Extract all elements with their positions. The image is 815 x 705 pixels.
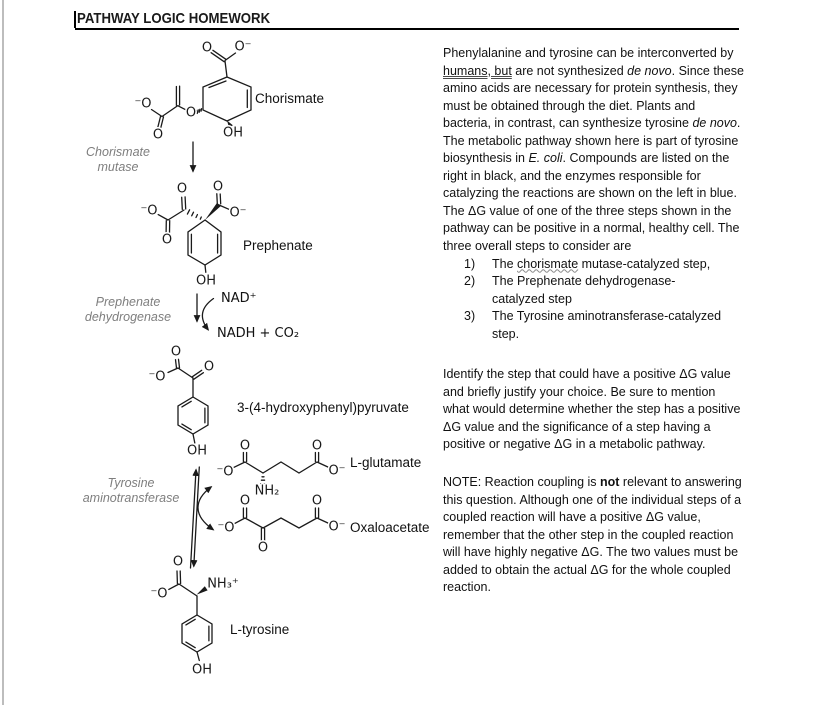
- atom-label: O: [203, 359, 215, 375]
- atom-label: O⁻: [328, 519, 346, 535]
- atom-label: NH₃⁺: [207, 576, 239, 592]
- list-number: 3): [464, 309, 476, 324]
- enzyme-name-line: dehydrogenase: [84, 309, 172, 324]
- enzyme-label-chorismate-mutase: [53, 145, 183, 174]
- list-item: [443, 308, 744, 343]
- list-number: 2): [464, 274, 476, 289]
- intro-text: . Compounds are listed on the right in black, and the enzymes responsible for catalyzing the reactions are shown on the left in blue. The ΔG value of one of the three steps shown in the pathway can be positive in a normal, healthy cell. The three overall steps to consider are: [443, 151, 740, 254]
- compound-label-oxaloacetate: Oxaloacetate: [350, 520, 430, 535]
- list-text: The Prephenate dehydrogenase-: [492, 274, 676, 289]
- atom-label: ⁻O: [150, 586, 168, 602]
- atom-label: NH₂: [254, 483, 280, 499]
- atom-label: O⁻: [328, 463, 346, 479]
- intro-text: are not synthesized: [511, 63, 628, 78]
- atom-label: O: [311, 493, 323, 509]
- atom-label: OH: [191, 662, 213, 678]
- atom-label: O: [239, 493, 251, 509]
- steps-list: [443, 256, 744, 344]
- enzyme-name-line: mutase: [97, 159, 139, 174]
- atom-label: O: [212, 179, 224, 195]
- list-number: 1): [464, 256, 476, 271]
- bold-term: not: [600, 475, 620, 490]
- atom-label: OH: [195, 273, 217, 289]
- list-item: [443, 256, 744, 274]
- compound-label-hydroxyphenylpyruvate: 3-(4-hydroxyphenyl)pyruvate: [237, 400, 409, 415]
- cofactor-nad-plus: NAD⁺: [221, 291, 257, 306]
- atom-label: ⁻O: [140, 203, 158, 219]
- list-item-text: [492, 308, 744, 343]
- list-text: The: [492, 256, 518, 271]
- atom-label: O: [172, 554, 184, 570]
- atom-labels: [134, 40, 345, 678]
- list-text: The Tyrosine aminotransferase-catalyzed: [492, 309, 722, 324]
- enzyme-name-line: Prephenate: [95, 295, 161, 309]
- hydroxyphenylpyruvate-structure: [168, 359, 208, 443]
- cofactor-nadh-co2: NADH + CO₂: [217, 326, 300, 341]
- oxaloacetate-structure: [235, 508, 329, 541]
- italic-term: de novo: [692, 116, 737, 131]
- compound-label-prephenate: Prephenate: [243, 238, 313, 253]
- chorismate-structure: [152, 50, 252, 129]
- enzyme-label-prephenate-dehydrogenase: [53, 295, 203, 324]
- enzyme-name-line: aminotransferase: [82, 490, 180, 505]
- tyrosine-structure: [169, 571, 212, 661]
- list-item: [443, 273, 744, 308]
- assignment-text: [443, 45, 744, 597]
- list-text: mutase-catalyzed step,: [578, 256, 711, 271]
- atom-label: O: [170, 344, 182, 360]
- question-paragraph: [443, 366, 744, 454]
- note-paragraph: [443, 474, 744, 597]
- atom-label: OH: [186, 443, 208, 459]
- intro-text: Phenylalanine and tyrosine can be interconverted by: [443, 46, 734, 60]
- note-text: NOTE: Reaction coupling is: [443, 475, 601, 490]
- atom-label: O: [152, 127, 164, 143]
- compound-label-tyrosine: L-tyrosine: [230, 622, 290, 637]
- atom-label: O: [201, 40, 213, 56]
- atom-label: ⁻O: [148, 369, 166, 385]
- atom-label: OH: [222, 125, 244, 141]
- atom-label: O: [185, 105, 197, 121]
- intro-text: . Since these amino acids are necessary for protein synthesis, they must be obtained through the diet. Plants and bacteria, in contrast, can synthesize tyrosine: [443, 63, 744, 131]
- intro-text: . The metabolic pathway shown here is part of tyrosine biosynthesis in: [443, 116, 741, 166]
- enzyme-name-line: Chorismate: [86, 145, 150, 159]
- atom-label: O: [176, 181, 188, 197]
- list-text: catalyzed step: [492, 291, 572, 306]
- page-title: PATHWAY LOGIC HOMEWORK: [77, 10, 271, 27]
- list-item-text: [492, 273, 744, 308]
- italic-term: de novo: [627, 63, 672, 78]
- atom-label: ⁻O: [217, 520, 235, 536]
- atom-label: ⁻O: [216, 464, 234, 480]
- compound-label-chorismate: Chorismate: [255, 91, 325, 106]
- atom-label: O⁻: [229, 205, 247, 221]
- question-text: Identify the step that could have a positive ΔG value and briefly justify your choice. Be sure to mention what would determine whether the step has a positive ΔG value and the significance of a step having a positive or negative ΔG in a metabolic pathway.: [443, 367, 741, 452]
- list-item-text: [492, 256, 744, 274]
- atom-label: ⁻O: [134, 96, 152, 112]
- intro-paragraph: [443, 45, 744, 256]
- note-text: relevant to answering this question. Although one of the individual steps of a coupled reaction will have a positive ΔG value, remember that the other step in the coupled reaction will have highly negative ΔG. The two values must be added to obtain the actual ΔG for the whole coupled reaction.: [443, 475, 742, 595]
- grammar-underlined-text: humans, but: [443, 63, 512, 78]
- atom-label: O: [239, 438, 251, 454]
- atom-label: O: [257, 540, 269, 556]
- atom-label: O: [161, 232, 173, 248]
- italic-term: E. coli: [528, 151, 563, 166]
- atom-label: O⁻: [234, 39, 252, 55]
- compound-label-glutamate: L-glutamate: [350, 455, 422, 470]
- list-text: step.: [492, 326, 520, 341]
- enzyme-label-tyrosine-aminotransferase: [56, 476, 206, 505]
- glutamate-structure: [234, 453, 329, 484]
- enzyme-name-line: Tyrosine: [107, 476, 155, 490]
- atom-label: O: [311, 438, 323, 454]
- spellcheck-underlined-text: chorismate: [517, 256, 579, 271]
